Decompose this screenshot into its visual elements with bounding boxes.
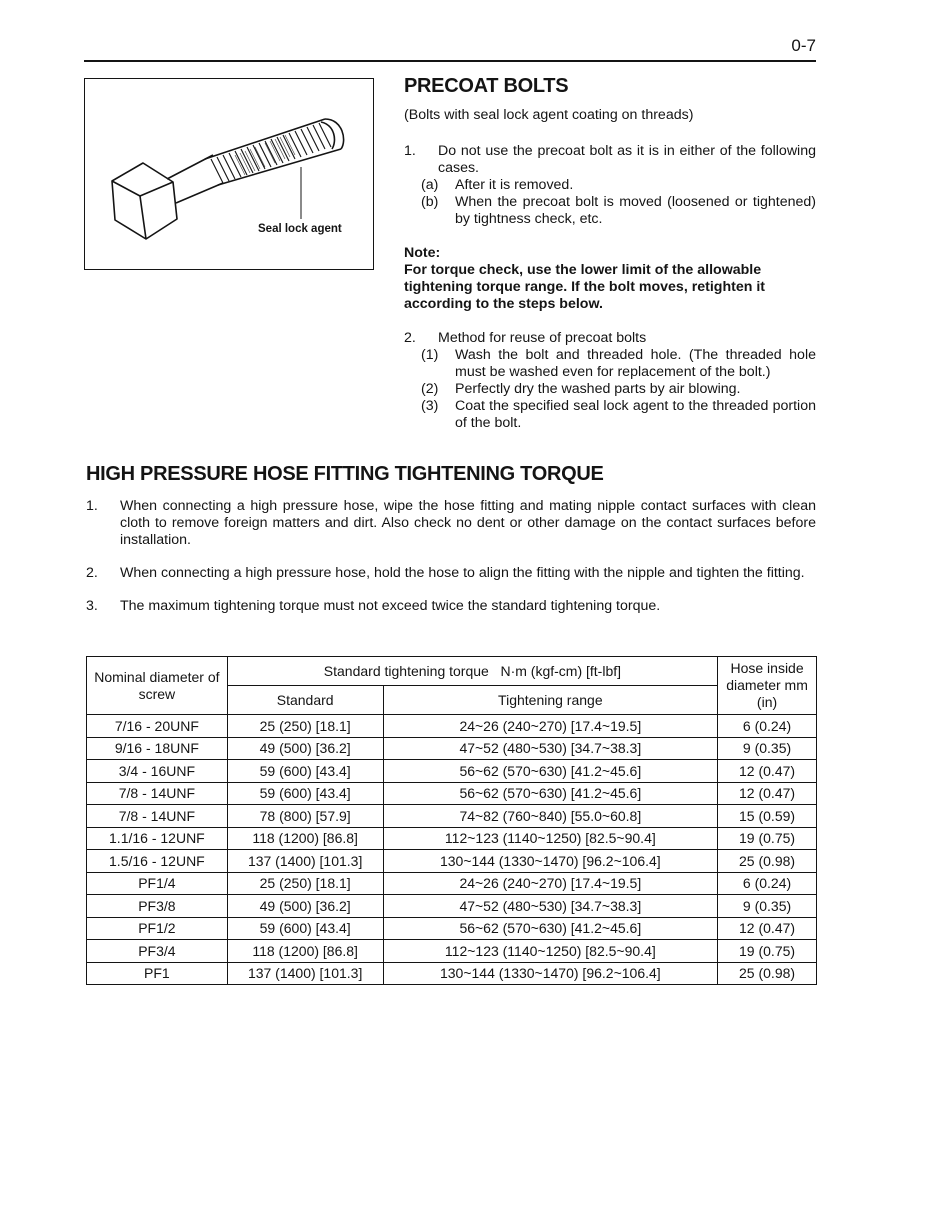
cell-diameter: 7/8 - 14UNF [87, 782, 228, 805]
cell-standard: 137 (1400) [101.3] [227, 962, 383, 985]
cell-hose: 12 (0.47) [718, 917, 817, 940]
item-text: When connecting a high pressure hose, hold the hose to align the fitting with the nipple and tighten the fitting. [120, 565, 805, 581]
hose-torque-title: HIGH PRESSURE HOSE FITTING TIGHTENING TORQUE [86, 463, 604, 485]
cell-standard: 25 (250) [18.1] [227, 872, 383, 895]
torque-table [86, 656, 817, 985]
cell-range: 130~144 (1330~1470) [96.2~106.4] [383, 850, 718, 873]
hose-item [86, 498, 816, 549]
subitem-text: After it is removed. [455, 177, 574, 193]
item-number: 1. [404, 143, 416, 159]
table-row [87, 782, 817, 805]
header-hose-inside-diameter: Hose inside diameter mm (in) [718, 657, 817, 715]
header-standard: Standard [227, 686, 383, 715]
precoat-subitem [404, 347, 816, 381]
cell-standard: 59 (600) [43.4] [227, 760, 383, 783]
cell-standard: 59 (600) [43.4] [227, 917, 383, 940]
cell-diameter: PF3/4 [87, 940, 228, 963]
cell-hose: 15 (0.59) [718, 805, 817, 828]
table-row [87, 940, 817, 963]
precoat-subitem [404, 398, 816, 432]
item-number: 2. [404, 330, 416, 346]
hose-torque-section [86, 463, 816, 631]
table-row [87, 962, 817, 985]
cell-diameter: PF3/8 [87, 895, 228, 918]
header-nominal-diameter: Nominal diameter of screw [87, 657, 228, 715]
subitem-text: When the precoat bolt is moved (loosened or tightened) by tightness check, etc. [455, 194, 816, 227]
precoat-subitem [404, 177, 816, 194]
cell-hose: 6 (0.24) [718, 715, 817, 738]
cell-range: 56~62 (570~630) [41.2~45.6] [383, 917, 718, 940]
precoat-subitem [404, 194, 816, 228]
table-row [87, 827, 817, 850]
note-label: Note: [404, 245, 441, 261]
table-row [87, 917, 817, 940]
cell-standard: 25 (250) [18.1] [227, 715, 383, 738]
subitem-label: (2) [421, 381, 439, 397]
cell-diameter: PF1/2 [87, 917, 228, 940]
subitem-label: (1) [421, 347, 439, 363]
precoat-item-2 [404, 330, 816, 347]
table-row [87, 805, 817, 828]
cell-hose: 19 (0.75) [718, 827, 817, 850]
precoat-item-1 [404, 143, 816, 177]
bolt-illustration [85, 79, 373, 269]
cell-standard: 118 (1200) [86.8] [227, 940, 383, 963]
cell-diameter: PF1 [87, 962, 228, 985]
cell-standard: 49 (500) [36.2] [227, 737, 383, 760]
cell-hose: 6 (0.24) [718, 872, 817, 895]
item-number: 2. [86, 565, 98, 581]
precoat-bolt-figure [84, 78, 374, 270]
cell-diameter: 1.5/16 - 12UNF [87, 850, 228, 873]
table-row [87, 872, 817, 895]
item-number: 3. [86, 598, 98, 614]
cell-range: 47~52 (480~530) [34.7~38.3] [383, 895, 718, 918]
cell-hose: 25 (0.98) [718, 850, 817, 873]
cell-range: 112~123 (1140~1250) [82.5~90.4] [383, 827, 718, 850]
cell-diameter: 7/8 - 14UNF [87, 805, 228, 828]
cell-range: 24~26 (240~270) [17.4~19.5] [383, 715, 718, 738]
cell-range: 47~52 (480~530) [34.7~38.3] [383, 737, 718, 760]
cell-hose: 9 (0.35) [718, 737, 817, 760]
table-row [87, 715, 817, 738]
cell-standard: 78 (800) [57.9] [227, 805, 383, 828]
subitem-label: (b) [421, 194, 439, 210]
subitem-label: (3) [421, 398, 439, 414]
item-text: The maximum tightening torque must not exceed twice the standard tightening torque. [120, 598, 661, 614]
precoat-section [404, 75, 816, 432]
cell-diameter: 7/16 - 20UNF [87, 715, 228, 738]
cell-range: 24~26 (240~270) [17.4~19.5] [383, 872, 718, 895]
cell-standard: 137 (1400) [101.3] [227, 850, 383, 873]
header-torque-group: Standard tightening torque N·m (kgf-cm) [ft-lbf] [227, 657, 717, 686]
header-tightening-range: Tightening range [383, 686, 718, 715]
hose-item [86, 565, 816, 582]
subitem-label: (a) [421, 177, 439, 193]
cell-hose: 25 (0.98) [718, 962, 817, 985]
cell-diameter: 3/4 - 16UNF [87, 760, 228, 783]
page-number: 0-7 [791, 36, 816, 55]
cell-range: 112~123 (1140~1250) [82.5~90.4] [383, 940, 718, 963]
precoat-title: PRECOAT BOLTS [404, 75, 569, 97]
cell-hose: 19 (0.75) [718, 940, 817, 963]
cell-diameter: 9/16 - 18UNF [87, 737, 228, 760]
precoat-subtitle: (Bolts with seal lock agent coating on threads) [404, 107, 694, 123]
item-text: Do not use the precoat bolt as it is in either of the following cases. [438, 143, 816, 176]
cell-diameter: PF1/4 [87, 872, 228, 895]
table-row [87, 895, 817, 918]
table-row [87, 850, 817, 873]
cell-standard: 49 (500) [36.2] [227, 895, 383, 918]
note-text: For torque check, use the lower limit of the allowable tightening torque range. If the bolt moves, retighten it according to the steps below. [404, 262, 765, 312]
header-rule [84, 60, 816, 62]
item-text: Method for reuse of precoat bolts [438, 330, 647, 346]
cell-hose: 12 (0.47) [718, 760, 817, 783]
cell-range: 56~62 (570~630) [41.2~45.6] [383, 782, 718, 805]
subitem-text: Perfectly dry the washed parts by air blowing. [455, 381, 741, 397]
cell-range: 56~62 (570~630) [41.2~45.6] [383, 760, 718, 783]
cell-range: 74~82 (760~840) [55.0~60.8] [383, 805, 718, 828]
item-number: 1. [86, 498, 98, 514]
item-text: When connecting a high pressure hose, wipe the hose fitting and mating nipple contact surfaces with clean cloth to remove foreign matters and dirt. Also check no dent or other damage on the contact surfaces before installation. [120, 498, 816, 548]
cell-standard: 118 (1200) [86.8] [227, 827, 383, 850]
table-row [87, 760, 817, 783]
table-row [87, 737, 817, 760]
cell-range: 130~144 (1330~1470) [96.2~106.4] [383, 962, 718, 985]
hose-item [86, 598, 816, 615]
cell-hose: 9 (0.35) [718, 895, 817, 918]
subitem-text: Wash the bolt and threaded hole. (The threaded hole must be washed even for replacement of the bolt.) [455, 347, 816, 380]
precoat-subitem [404, 381, 816, 398]
seal-lock-agent-label: Seal lock agent [258, 223, 342, 235]
cell-hose: 12 (0.47) [718, 782, 817, 805]
cell-diameter: 1.1/16 - 12UNF [87, 827, 228, 850]
cell-standard: 59 (600) [43.4] [227, 782, 383, 805]
subitem-text: Coat the specified seal lock agent to the threaded portion of the bolt. [455, 398, 816, 431]
